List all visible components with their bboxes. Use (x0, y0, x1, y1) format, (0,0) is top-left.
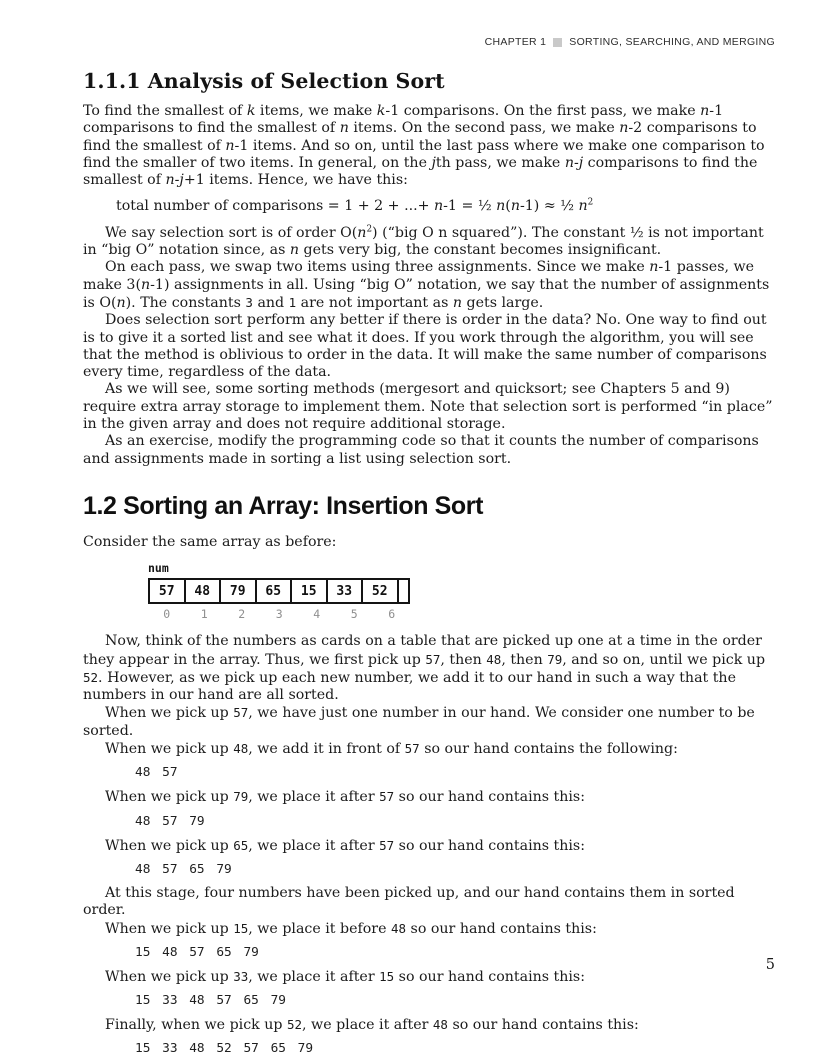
paragraph-assignments: On each pass, we swap two items using three assignments. Since we make n-1 passes, we make 3(n-1) assignments in all. Using “big O” notation, we say that the number of assignments is O(n). The constants 3 and 1 are not important as n gets large. (83, 259, 770, 311)
step-pick-57: When we pick up 57, we have just one number in our hand. We consider one number to be sorted. (83, 705, 755, 739)
array-index-1: 1 (200, 607, 208, 622)
step-pick-33: When we pick up 33, we place it after 15 so our hand contains this: (105, 968, 585, 985)
array-index-2: 2 (238, 607, 246, 622)
section-marker-icon (553, 38, 562, 47)
hand-contents-4: 15 48 57 65 79 (135, 944, 259, 960)
subsection-heading-analysis-of-selection-sort: 1.1.1 Analysis of Selection Sort (83, 69, 445, 93)
array-cell-3: 65 (257, 580, 293, 602)
array-cell-5: 33 (328, 580, 364, 602)
array-cell-4: 15 (292, 580, 328, 602)
array-cell-1: 48 (186, 580, 222, 602)
hand-contents-3: 48 57 65 79 (135, 861, 232, 877)
step-stage-note: At this stage, four numbers have been picked up, and our hand contains them in sorted order. (83, 884, 735, 919)
step-pick-65: When we pick up 65, we place it after 57 so our hand contains this: (105, 837, 585, 854)
hand-contents-2: 48 57 79 (135, 813, 205, 829)
array-index-row (148, 607, 775, 621)
step-pick-79: When we pick up 79, we place it after 57 so our hand contains this: (105, 789, 585, 806)
comparisons-formula: total number of comparisons = 1 + 2 + ...+ n-1 = ½ n(n-1) ≈ ½ $n^2$ (116, 197, 594, 215)
array-tail-space (399, 580, 408, 602)
array-index-4: 4 (313, 607, 321, 622)
paragraph-cards-analogy: Now, think of the numbers as cards on a table that are picked up one at a time in the order they appear in the array. Thus, we first pick up 57, then 48, then 79, and so on, until we pick up 52. However, as we pick up each new number, we add it to our hand in such a way that the numbers in our hand are all sorted. (83, 633, 766, 704)
array-index-0: 0 (163, 607, 171, 622)
paragraph-consider-array: Consider the same array as before: (83, 533, 337, 550)
paragraph-extra-storage: As we will see, some sorting methods (mergesort and quicksort; see Chapters 5 and 9) require extra array storage to implement them. Note that selection sort is performed “in place” in the given array and does not require additional storage. (83, 381, 773, 433)
array-index-3: 3 (275, 607, 283, 622)
hand-contents-5: 15 33 48 57 65 79 (135, 993, 286, 1009)
step-pick-15: When we pick up 15, we place it before 48 so our hand contains this: (105, 920, 597, 937)
paragraph-order-in-data: Does selection sort perform any better if there is order in the data? No. One way to find out is to give it a sorted list and see what it does. If you work through the algorithm, you will see that the method is oblivious to order in the data. It will make the same number of comparisons every time, regardless of the data. (83, 312, 767, 381)
array-diagram (148, 578, 410, 604)
array-index-6: 6 (388, 607, 396, 622)
paragraph-selection-analysis: To find the smallest of k items, we make k-1 comparisons. On the first pass, we make n-1 comparisons to find the smallest of n items. On the second pass, we make n-2 comparisons to find the smallest of n-1 items. And so on, until the last pass where we make one comparison to find the smaller of two items. In general, on the jth pass, we make n-j comparisons to find the smallest of n-j+1 items. Hence, we have this: (83, 103, 765, 189)
hand-contents-6: 15 33 48 52 57 65 79 (135, 1041, 314, 1057)
running-header (83, 36, 775, 48)
array-figure (148, 561, 775, 621)
step-pick-52: Finally, when we pick up 52, we place it after 48 so our hand contains this: (105, 1017, 639, 1034)
paragraph-exercise: As an exercise, modify the programming code so that it counts the number of comparisons and assignments made in sorting a list using selection sort. (83, 433, 759, 467)
array-cell-2: 79 (221, 580, 257, 602)
section-heading-insertion-sort: 1.2 Sorting an Array: Insertion Sort (83, 491, 484, 520)
chapter-title: SORTING, SEARCHING, AND MERGING (569, 36, 775, 48)
array-cell-6: 52 (363, 580, 399, 602)
hand-contents-1: 48 57 (135, 765, 178, 781)
page-number: 5 (765, 957, 775, 973)
array-name-label: num (148, 561, 169, 576)
step-pick-48: When we pick up 48, we add it in front of 57 so our hand contains the following: (105, 741, 678, 758)
array-index-5: 5 (350, 607, 358, 622)
array-cell-0: 57 (150, 580, 186, 602)
chapter-label: CHAPTER 1 (484, 36, 547, 48)
paragraph-big-o: We say selection sort is of order $O(n^2)$ (“big O n squared”). The constant ½ is not important in “big O” notation since, as n gets very big, the constant becomes insignificant. (83, 224, 764, 259)
